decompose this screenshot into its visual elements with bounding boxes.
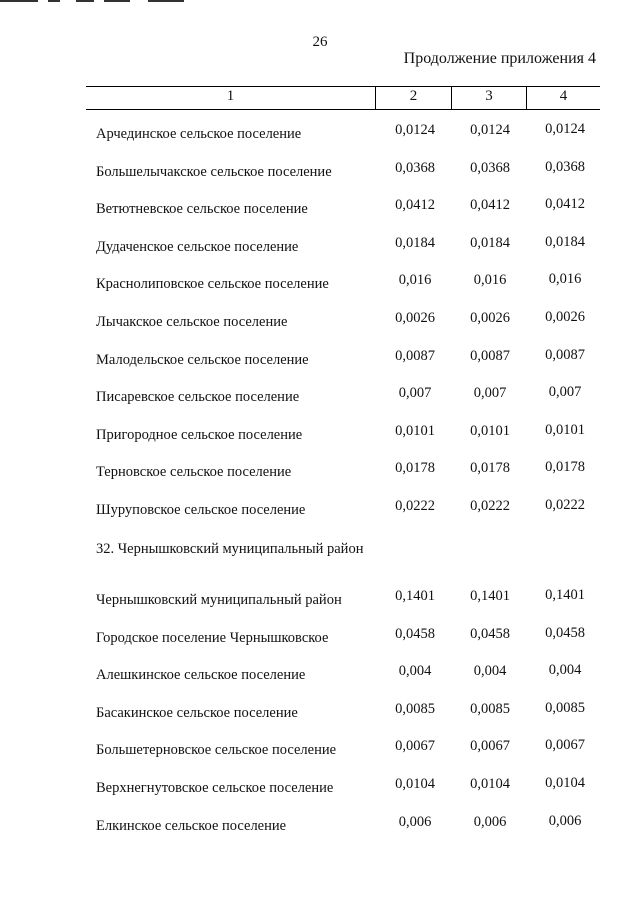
value-col-4: 0,004	[548, 662, 582, 679]
table-row	[0, 309, 640, 338]
settlement-name: Большетерновское сельское поселение	[96, 742, 337, 759]
value-col-3: 0,007	[473, 385, 507, 402]
settlement-name: Шуруповское сельское поселение	[96, 502, 306, 518]
header-col-3: 3	[485, 88, 493, 104]
value-col-2: 0,0178	[395, 460, 435, 477]
value-col-4: 0,0067	[545, 737, 585, 754]
value-col-3: 0,016	[473, 272, 507, 289]
value-col-4: 0,007	[548, 384, 582, 401]
table-row	[0, 699, 640, 729]
value-col-2: 0,006	[398, 813, 432, 830]
value-col-3: 0,0184	[470, 234, 510, 251]
settlement-name: Чернышковский муниципальный район	[96, 592, 342, 608]
value-col-3: 0,006	[473, 813, 507, 830]
value-col-2: 0,016	[398, 272, 432, 289]
value-col-2: 0,004	[398, 663, 432, 680]
table-row	[0, 421, 640, 451]
value-col-4: 0,0101	[545, 421, 585, 438]
table-header-top-border	[86, 86, 600, 87]
table-row	[0, 775, 640, 804]
settlement-name: Краснолиповское сельское поселение	[96, 276, 329, 293]
value-col-3: 0,0368	[470, 159, 510, 176]
settlement-name: Малодельское сельское поселение	[96, 351, 309, 368]
value-col-2: 0,0184	[395, 234, 435, 251]
value-col-4: 0,006	[548, 812, 582, 829]
table-row	[0, 812, 640, 842]
table-row	[0, 121, 640, 150]
settlement-name: Елкинское сельское поселение	[96, 817, 287, 834]
table-row	[0, 624, 640, 654]
value-col-2: 0,0104	[395, 776, 435, 792]
value-col-3: 0,1401	[470, 588, 510, 604]
table-row	[0, 587, 640, 616]
header-col-2: 2	[409, 88, 418, 104]
value-col-3: 0,0087	[470, 347, 510, 364]
value-col-2: 0,0087	[395, 347, 435, 364]
settlement-name: Пригородное сельское поселение	[96, 426, 303, 443]
header-col-1: 1	[226, 88, 235, 104]
section-heading: 32. Чернышковский муниципальный район	[96, 541, 364, 557]
settlement-name: Арчединское сельское поселение	[96, 126, 302, 142]
table-row	[0, 384, 640, 413]
settlement-name: Дудаченское сельское поселение	[96, 238, 299, 255]
value-col-4: 0,0085	[545, 699, 585, 716]
table-row	[0, 233, 640, 263]
table-row	[0, 459, 640, 488]
value-col-3: 0,0101	[470, 422, 510, 439]
scan-artifact-top	[0, 0, 190, 3]
table-row	[0, 497, 640, 526]
value-col-4: 0,0104	[545, 775, 585, 791]
value-col-3: 0,0085	[470, 700, 510, 717]
value-col-2: 0,1401	[395, 588, 435, 604]
settlement-name: Большелычакское сельское поселение	[96, 163, 332, 180]
value-col-4: 0,0184	[545, 233, 585, 250]
value-col-2: 0,0026	[395, 310, 435, 326]
value-col-2: 0,0101	[395, 422, 435, 439]
value-col-4: 0,0368	[545, 158, 585, 175]
value-col-4: 0,0124	[545, 121, 585, 137]
table-row	[0, 271, 640, 300]
value-col-4: 0,0412	[545, 196, 585, 213]
value-col-2: 0,0458	[395, 625, 435, 642]
value-col-4: 0,1401	[545, 587, 585, 603]
value-col-2: 0,0085	[395, 700, 435, 717]
settlement-name: Алешкинское сельское поселение	[96, 667, 306, 684]
value-col-4: 0,0178	[545, 459, 585, 476]
value-col-3: 0,0458	[470, 625, 510, 642]
table-row	[0, 158, 640, 188]
value-col-3: 0,0178	[470, 460, 510, 477]
table-row	[0, 346, 640, 376]
value-col-4: 0,0026	[545, 309, 585, 325]
value-col-3: 0,0222	[470, 498, 510, 514]
settlement-name: Ветютневское сельское поселение	[96, 201, 308, 218]
value-col-2: 0,0412	[395, 197, 435, 214]
value-col-4: 0,0222	[545, 497, 585, 513]
value-col-2: 0,0124	[395, 122, 435, 138]
value-col-3: 0,0026	[470, 310, 510, 326]
value-col-3: 0,0104	[470, 776, 510, 792]
value-col-4: 0,016	[548, 271, 582, 288]
value-col-2: 0,0222	[395, 498, 435, 514]
table-row	[0, 196, 640, 225]
value-col-3: 0,0067	[470, 738, 510, 755]
value-col-3: 0,0412	[470, 197, 510, 214]
table-header-bottom-border	[86, 109, 600, 110]
value-col-3: 0,0124	[470, 122, 510, 138]
settlement-name: Верхнегнутовское сельское поселение	[96, 780, 334, 796]
table-row	[0, 737, 640, 766]
continuation-title: Продолжение приложения 4	[403, 50, 596, 67]
value-col-4: 0,0458	[545, 624, 585, 641]
value-col-2: 0,0067	[395, 738, 435, 755]
table-row	[0, 662, 640, 691]
settlement-name: Басакинское сельское поселение	[96, 704, 298, 721]
value-col-2: 0,0368	[395, 159, 435, 176]
settlement-name: Лычакское сельское поселение	[96, 314, 288, 330]
value-col-2: 0,007	[398, 385, 432, 402]
header-col-4: 4	[559, 88, 568, 104]
value-col-3: 0,004	[473, 663, 507, 680]
page-number: 26	[312, 34, 328, 50]
settlement-name: Терновское сельское поселение	[96, 464, 292, 481]
value-col-4: 0,0087	[545, 346, 585, 363]
settlement-name: Городское поселение Чернышковское	[96, 629, 329, 646]
settlement-name: Писаревское сельское поселение	[96, 389, 300, 406]
